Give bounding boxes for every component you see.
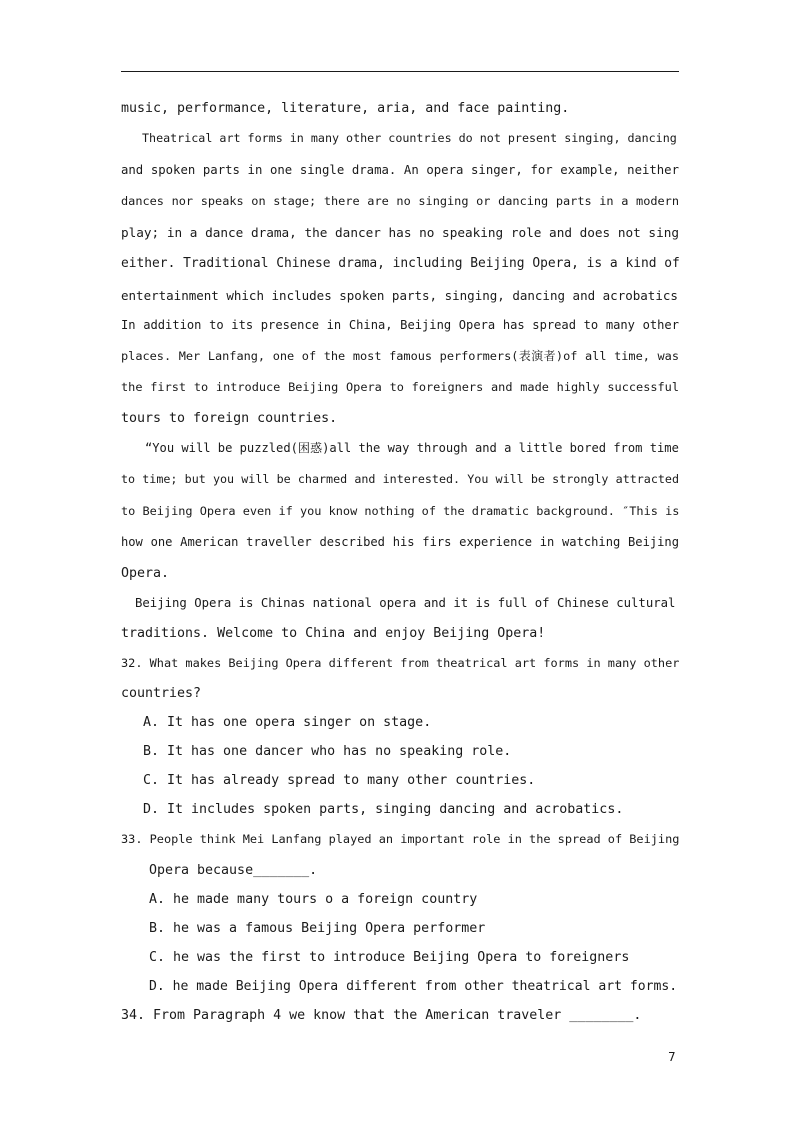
text-line: entertainment which includes spoken parts, singing, dancing and acrobatics [121,288,678,303]
option-b: B. It has one dancer who has no speaking role. [143,744,512,759]
text-line: places. Mer Lanfang, one of the most famous performers(表演者)of all time, was [121,349,679,363]
option-a: A. he made many tours o a foreign country [149,892,478,907]
header-rule [121,71,679,72]
option-d: D. he made Beijing Opera different from other theatrical art forms. [149,979,678,994]
text-line: “You will be puzzled(困惑)all the way through and a little bored from time [145,441,679,455]
text-line: and spoken parts in one single drama. An opera singer, for example, neither [121,163,679,177]
option-c: C. he was the first to introduce Beijing Opera to foreigners [149,950,630,965]
text-line: how one American traveller described his firs experience in watching Beijing [121,535,679,549]
question-stem: Opera because_______. [149,863,318,878]
text-line: Theatrical art forms in many other countries do not present singing, dancing [142,131,677,145]
text-line: to time; but you will be charmed and interested. You will be strongly attracted [121,472,679,486]
option-b: B. he was a famous Beijing Opera performer [149,921,486,936]
question-stem: 33. People think Mei Lanfang played an important role in the spread of Beijing [121,832,680,846]
text-line: to Beijing Opera even if you know nothing of the dramatic background. ″This is [121,504,680,518]
text-line: dances nor speaks on stage; there are no singing or dancing parts in a modern [121,194,679,208]
text-line: play; in a dance drama, the dancer has no speaking role and does not sing [121,225,679,240]
text-line: tours to foreign countries. [121,411,338,426]
text-line: the first to introduce Beijing Opera to foreigners and made highly successful [121,380,679,394]
option-c: C. It has already spread to many other countries. [143,773,536,788]
page-number: 7 [668,1050,676,1064]
option-a: A. It has one opera singer on stage. [143,715,432,730]
text-line: Beijing Opera is Chinas national opera and it is full of Chinese cultural [135,596,676,610]
option-d: D. It includes spoken parts, singing dancing and acrobatics. [143,802,624,817]
question-stem: countries? [121,686,202,701]
question-stem: 32. What makes Beijing Opera different from theatrical art forms in many other [121,656,680,670]
text-line: In addition to its presence in China, Beijing Opera has spread to many other [121,318,679,332]
text-line: traditions. Welcome to China and enjoy Beijing Opera! [121,626,546,641]
text-line: either. Traditional Chinese drama, including Beijing Opera, is a kind of [121,256,680,271]
text-line: music, performance, literature, aria, and face painting. [121,101,570,116]
question-stem: 34. From Paragraph 4 we know that the American traveler ________. [121,1008,642,1023]
text-line: Opera. [121,566,170,581]
